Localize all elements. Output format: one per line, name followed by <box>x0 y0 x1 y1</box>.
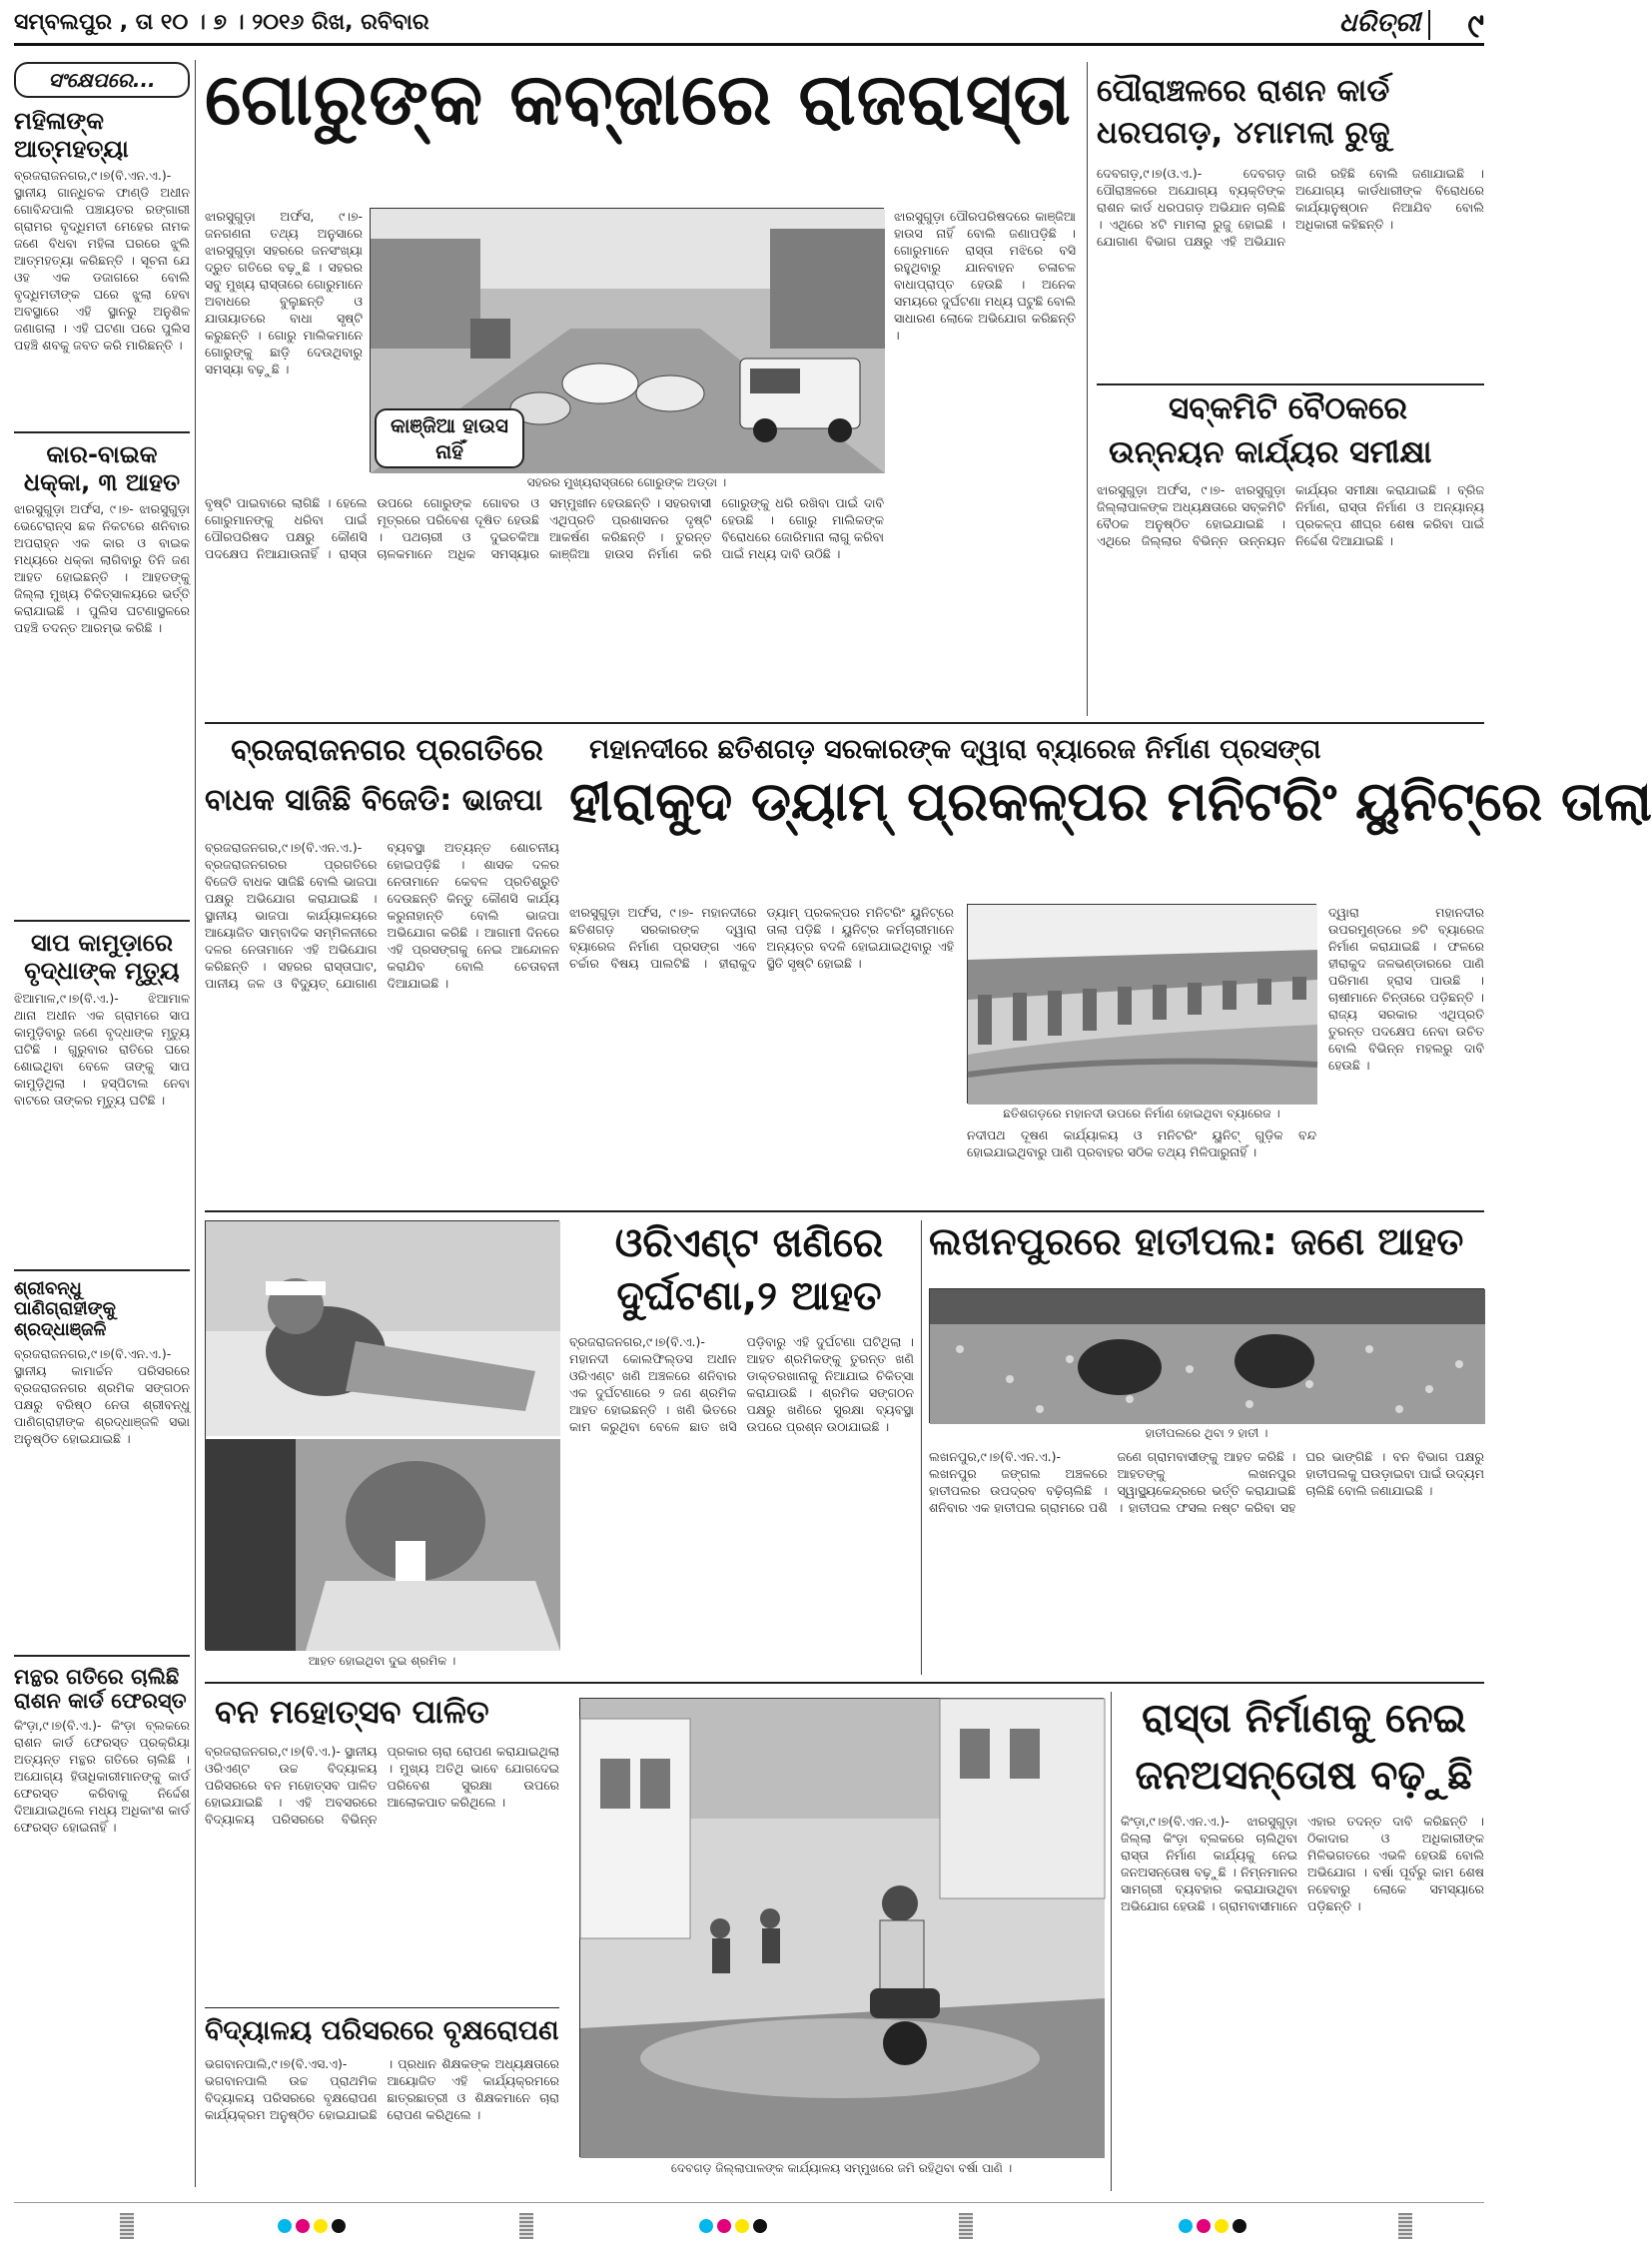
barrage-photo-caption: ଛତିଶଗଡ଼ରେ ମହାନଦୀ ଉପରେ ନିର୍ମାଣ ହୋଇଥିବା ବ୍ୟାରେଜ । <box>1003 1107 1280 1121</box>
brief-title: କାର-ବାଇକ ଧକ୍କା, ୩ ଆହତ <box>23 440 181 496</box>
brief-body: ଝିଆମାଳ,୯।୭(ବି.ଏ.)- ଝିଆମାଳ ଥାନା ଅଧୀନ ଏକ ଗ୍ରାମରେ ସାପ କାମୁଡ଼ିବାରୁ ଜଣେ ବୃଦ୍ଧାଙ୍କ ମୃତ୍ୟୁ ଘଟିଛି । ଗୁରୁବାର ରାତିରେ ଘରେ ଶୋଇଥିବା ବେଳେ ତାଙ୍କୁ ସାପ କାମୁଡ଼ିଥିଲା । ହସ୍ପିଟାଲ ନେବା ବାଟରେ ତାଙ୍କର ମୃତ୍ୟୁ ଘଟିଛି । <box>14 990 190 1108</box>
vidyalaya-body: ଭଗବାନପାଲି,୯।୭(ବି.ଏସ.ଏ)- ଭଗବାନପାଲି ଉଚ୍ଚ ପ୍ରାଥମିକ ବିଦ୍ୟାଳୟ ପରିସରରେ ବୃକ୍ଷରୋପଣ କାର୍ଯ୍ୟକ୍ରମ ଅନୁଷ୍ଠିତ ହୋଇଯାଇଛି । ପ୍ରଧାନ ଶିକ୍ଷକଙ୍କ ଅଧ୍ୟକ୍ଷତାରେ ଆୟୋଜିତ ଏହି କାର୍ଯ୍ୟକ୍ରମରେ ଛାତ୍ରଛାତ୍ରୀ ଓ ଶିକ୍ଷକମାନେ ଚାରା ରୋପଣ କରିଥିଲେ । <box>205 2056 559 2122</box>
lead-right-column: ଝାରସୁଗୁଡ଼ା ପୌରପରିଷଦରେ କାଞ୍ଜିଆ ହାଉସ ନାହିଁ ବୋଲି ଜଣାପଡ଼ିଛି । ଗୋରୁମାନେ ରାସ୍ତା ମଝିରେ ବସି ରହୁଥିବାରୁ ଯାନବାହନ ଚଳାଚଳ ବାଧାପ୍ରାପ୍ତ ହେଉଛି । ଅନେକ ସମୟରେ ଦୁର୍ଘଟଣା ମଧ୍ୟ ଘଟୁଛି ବୋଲି ସାଧାରଣ ଲୋକେ ଅଭିଯୋଗ କରିଛନ୍ତି । <box>894 209 1076 343</box>
brief-title: ସାପ କାମୁଡ଼ାରେ ବୃଦ୍ଧାଙ୍କ ମୃତ୍ୟୁ <box>24 929 180 985</box>
cattle-photo-caption: ସହରର ମୁଖ୍ୟରାସ୍ତାରେ ଗୋରୁଙ୍କ ଅଡ୍ଡା । <box>526 475 727 489</box>
registration-dot <box>1197 2219 1211 2233</box>
registration-dot <box>278 2219 292 2233</box>
sidebar <box>14 62 190 2076</box>
column-divider <box>1087 62 1088 716</box>
rain-water-photo-caption: ଦେବଗଡ଼ ଜିଲ୍ଲାପାଳଙ୍କ କାର୍ଯ୍ୟାଳୟ ସମ୍ମୁଖରେ ଜମି ରହିଥିବା ବର୍ଷା ପାଣି । <box>670 2161 1013 2175</box>
brief-title: ଶ୍ରୀବନ୍ଧୁ ପାଣିଗ୍ରାହୀଙ୍କୁ ଶ୍ରଦ୍ଧାଞ୍ଜଳି <box>14 1277 116 1340</box>
brief-title: ମନ୍ଥର ଗତିରେ ଚାଲିଛି ରାଶନ କାର୍ଡ ଫେରସ୍ତ <box>14 1664 187 1713</box>
mine-headline-1: ଓରିଏଣ୍ଟ ଖଣିରେ <box>614 1220 884 1266</box>
ration-headline-1: ପୌରାଞ୍ଚଳରେ ରାଶନ କାର୍ଡ <box>1097 73 1390 109</box>
section-rule <box>205 1210 1484 1212</box>
registration-dot <box>753 2219 767 2233</box>
bjp-body: ବ୍ରଜରାଜନଗର,୯।୭(ବି.ଏନ.ଏ.)- ବ୍ରଜରାଜନଗରର ପ୍ରଗତିରେ ବିଜେଡି ବାଧକ ସାଜିଛି ବୋଲି ଭାଜପା ପକ୍ଷରୁ ଅଭିଯୋଗ କରାଯାଇଛି । ସ୍ଥାନୀୟ ଭାଜପା କାର୍ଯ୍ୟାଳୟରେ ଆୟୋଜିତ ସାମ୍ବାଦିକ ସମ୍ମିଳନୀରେ ଦଳର ନେତାମାନେ ଏହି ଅଭିଯୋଗ କରିଛନ୍ତି । ସହରର ରାସ୍ତାଘାଟ, ପାନୀୟ ଜଳ ଓ ବିଦ୍ୟୁତ୍ ଯୋଗାଣ ବ୍ୟବସ୍ଥା ଅତ୍ୟନ୍ତ ଶୋଚନୀୟ ହୋଇପଡ଼ିଛି । ଶାସକ ଦଳର ନେତାମାନେ କେବଳ ପ୍ରତିଶ୍ରୁତି ଦେଉଛନ୍ତି କିନ୍ତୁ କୌଣସି କାର୍ଯ୍ୟ କରୁନାହାନ୍ତି ବୋଲି ଭାଜପା ଅଭିଯୋଗ କରିଛି । ଆଗାମୀ ଦିନରେ ଏହି ପ୍ରସଙ୍ଗକୁ ନେଇ ଆନ୍ଦୋଳନ କରାଯିବ ବୋଲି ଚେତାବନୀ ଦିଆଯାଇଛି । <box>205 840 559 991</box>
elephant-photo-caption: ହାତୀପଲରେ ଥିବା ୨ ହାତୀ । <box>1145 1426 1268 1440</box>
elephant-photo <box>929 1288 1484 1423</box>
registration-bar <box>1398 2213 1412 2239</box>
vana-headline: ବନ ମହୋତ୍ସବ ପାଳିତ <box>215 1693 489 1731</box>
newspaper-logo: ଧରିତ୍ରୀ <box>1338 8 1420 38</box>
sidebar-divider <box>195 60 196 2187</box>
registration-dot <box>1215 2219 1229 2233</box>
no-pound-badge: କାଞ୍ଜିଆ ହାଉସ ନାହିଁ <box>375 408 524 468</box>
hirakud-body-under: ନଦୀପଥ ଦୂଷଣ କାର୍ଯ୍ୟାଳୟ ଓ ମନିଟରିଂ ୟୁନିଟ୍ ଗୁଡ଼ିକ ବନ୍ଦ ହୋଇଯାଇଥିବାରୁ ପାଣି ପ୍ରବାହର ସଠିକ ତଥ୍ୟ ମିଳିପାରୁନାହିଁ । <box>967 1127 1316 1159</box>
elephant-headline: ଲଖନପୁରରେ ହାତୀପଲ: ଜଣେ ଆହତ <box>929 1219 1464 1263</box>
brief-body: ଝାରସୁଗୁଡ଼ା ଅର୍ଫସ, ୯।୭- ଝାରସୁଗୁଡ଼ା ଭେଟେରାନ୍ସ ଛକ ନିକଟରେ ଶନିବାର ଅପରାହ୍ନ ଏକ କାର ଓ ବାଇକ ମଧ୍ୟରେ ଧକ୍କା ଲାଗିବାରୁ ତିନି ଜଣ ଆହତ ହୋଇଛନ୍ତି । ଆହତଙ୍କୁ ଜିଲ୍ଲା ମୁଖ୍ୟ ଚିକିତ୍ସାଳୟରେ ଭର୍ତ୍ତି କରାଯାଇଛି । ପୁଲିସ ଘଟଣାସ୍ଥଳରେ ପହଞ୍ଚି ତଦନ୍ତ ଆରମ୍ଭ କରିଛି । <box>14 501 190 636</box>
hirakud-body-left: ଝାରସୁଗୁଡ଼ା ଅର୍ଫସ, ୯।୭- ମହାନଦୀରେ ଛତିଶଗଡ଼ ସରକାରଙ୍କ ଦ୍ୱାରା ବ୍ୟାରେଜ ନିର୍ମାଣ ପ୍ରସଙ୍ଗ ଏବେ ଚର୍ଚ୍ଚାର ବିଷୟ ପାଲଟିଛି । ହୀରାକୁଦ ଡ୍ୟାମ୍ ପ୍ରକଳ୍ପର ମନିଟରିଂ ୟୁନିଟ୍‌ରେ ତାଲା ପଡ଼ିଛି । ୟୁନିଟ୍‌ର କର୍ମଚାରୀମାନେ ଅନ୍ୟତ୍ର ବଦଳି ହୋଇଯାଇଥିବାରୁ ଏହି ସ୍ଥିତି ସୃଷ୍ଟି ହୋଇଛି । <box>569 905 954 971</box>
barrage-image <box>968 905 1317 1105</box>
rain-water-photo <box>579 1698 1104 2157</box>
column-divider <box>1111 1692 1112 2191</box>
subcommittee-body: ଝାରସୁଗୁଡ଼ା ଅର୍ଫସ, ୯।୭- ଝାରସୁଗୁଡ଼ା ଜିଲ୍ଲାପାଳଙ୍କ ଅଧ୍ୟକ୍ଷତାରେ ସବ୍‌କମିଟି ବୈଠକ ଅନୁଷ୍ଠିତ ହୋଇଯାଇଛି । ଏଥିରେ ଜିଲ୍ଲାର ବିଭିନ୍ନ ଉନ୍ନୟନ କାର୍ଯ୍ୟର ସମୀକ୍ଷା କରାଯାଇଛି । ବ୍ରିଜ ନିର୍ମାଣ, ରାସ୍ତା ନିର୍ମାଣ ଓ ଅନ୍ୟାନ୍ୟ ପ୍ରକଳ୍ପ ଶୀଘ୍ର ଶେଷ କରିବା ପାଇଁ ନିର୍ଦ୍ଦେଶ ଦିଆଯାଇଛି । <box>1097 482 1484 548</box>
brief-title: ମହିଳାଙ୍କ ଆତ୍ମହତ୍ୟା <box>14 107 129 163</box>
brief-tribute <box>14 1269 190 1645</box>
registration-bar <box>519 2213 533 2239</box>
registration-dot <box>1233 2219 1246 2233</box>
road-headline-2: ଜନଅସନ୍ତୋଷ ବଢ଼ୁଛି <box>1135 1753 1473 1799</box>
brief-snakebite <box>14 920 190 1258</box>
barrage-photo <box>967 904 1316 1104</box>
registration-dot <box>332 2219 346 2233</box>
hirakud-kicker: ମହାନଦୀରେ ଛତିଶଗଡ଼ ସରକାରଙ୍କ ଦ୍ୱାରା ବ୍ୟାରେଜ ନିର୍ମାଣ ପ୍ରସଙ୍ଗ <box>589 734 1321 765</box>
lead-headline: ଗୋରୁଙ୍କ କବ୍‌ଜାରେ ରାଜରାସ୍ତା <box>205 57 1072 141</box>
brief-body: ବ୍ରଜରାଜନଗର,୯।୭(ବି.ଏନ.ଏ.)- ସ୍ଥାନୀୟ କାମାର୍ଚ୍ଚନ ପରିସରରେ ବ୍ରଜରାଜନଗର ଶ୍ରମିକ ସଙ୍ଗଠନ ପକ୍ଷରୁ ବରିଷ୍ଠ ନେତା ଶ୍ରୀବନ୍ଧୁ ପାଣିଗ୍ରାହୀଙ୍କ ଶ୍ରଦ୍ଧାଞ୍ଜଳି ସଭା ଅନୁଷ୍ଠିତ ହୋଇଯାଇଛି । <box>14 1345 190 1446</box>
registration-bar <box>959 2213 973 2239</box>
elephant-field-image <box>930 1289 1485 1424</box>
section-rule <box>205 1682 1484 1684</box>
registration-bar <box>120 2213 134 2239</box>
masthead-divider <box>1428 10 1430 40</box>
rain-water-image <box>580 1699 1105 2158</box>
masthead <box>14 6 1484 46</box>
subcommittee-headline-1: ସବ୍‌କମିଟି ବୈଠକରେ <box>1169 390 1408 426</box>
vana-body: ବ୍ରଜରାଜନଗର,୯।୭(ବି.ଏ.)- ସ୍ଥାନୀୟ ଓରିଏଣ୍ଟ ଉଚ୍ଚ ବିଦ୍ୟାଳୟ ପରିସରରେ ବନ ମହୋତ୍ସବ ପାଳିତ ହୋଇଯାଇଛି । ଏହି ଅବସରରେ ବିଦ୍ୟାଳୟ ପରିସରରେ ବିଭିନ୍ନ ପ୍ରକାର ଚାରା ରୋପଣ କରାଯାଇଥିଲା । ମୁଖ୍ୟ ଅତିଥି ଭାବେ ଯୋଗଦେଇ ପରିବେଶ ସୁରକ୍ଷା ଉପରେ ଆଲୋକପାତ କରିଥିଲେ । <box>205 1744 559 1827</box>
registration-dot <box>1179 2219 1193 2233</box>
brief-suicide <box>14 108 190 421</box>
mine-headline-2: ଦୁର୍ଘଟଣା,୨ ଆହତ <box>616 1273 882 1319</box>
cattle-photo <box>370 208 884 472</box>
vidyalaya-headline: ବିଦ୍ୟାଳୟ ପରିସରରେ ବୃକ୍ଷରୋପଣ <box>205 2015 559 2046</box>
injured-workers-photo <box>205 1220 559 1650</box>
registration-dot <box>296 2219 310 2233</box>
subcommittee-headline-2: ଉନ୍ନୟନ କାର୍ଯ୍ୟର ସମୀକ୍ଷା <box>1109 434 1432 470</box>
injured-photo-caption: ଆହତ ହୋଇଥିବା ଦୁଇ ଶ୍ରମିକ । <box>308 1654 456 1668</box>
brief-ration-return <box>14 1655 190 2076</box>
ration-body: ଦେବଗଡ଼,୯।୭(ଓ.ଏ.)- ଦେବଗଡ଼ ପୌରାଞ୍ଚଳରେ ଅଯୋଗ୍ୟ ବ୍ୟକ୍ତିଙ୍କ ରାଶନ କାର୍ଡ ଧରପଗଡ଼ ଅଭିଯାନ ଚାଲିଛି । ଏଥିରେ ୪ଟି ମାମଲା ରୁଜୁ ହୋଇଛି । ଯୋଗାଣ ବିଭାଗ ପକ୍ଷରୁ ଏହି ଅଭିଯାନ ଜାରି ରହିଛି ବୋଲି ଜଣାଯାଇଛି । ଅଯୋଗ୍ୟ କାର୍ଡଧାରୀଙ୍କ ବିରୋଧରେ କାର୍ଯ୍ୟାନୁଷ୍ଠାନ ନିଆଯିବ ବୋଲି ଅଧିକାରୀ କହିଛନ୍ତି । <box>1097 166 1484 249</box>
hirakud-body-right: ଦ୍ୱାରା ମହାନଦୀର ଉପରମୁଣ୍ଡରେ ୭ଟି ବ୍ୟାରେଜ ନିର୍ମାଣ କରାଯାଇଛି । ଫଳରେ ହୀରାକୁଦ ଜଳଭଣ୍ଡାରରେ ପାଣି ପରିମାଣ ହ୍ରାସ ପାଉଛି । ଚାଷୀମାନେ ଚିନ୍ତାରେ ପଡ଼ିଛନ୍ତି । ରାଜ୍ୟ ସରକାର ଏଥିପ୍ରତି ତୁରନ୍ତ ପଦକ୍ଷେପ ନେବା ଉଚିତ ବୋଲି ବିଭିନ୍ନ ମହଲରୁ ଦାବି ହେଉଛି । <box>1328 905 1484 1073</box>
hirakud-headline: ହୀରାକୁଦ ଡ୍ୟାମ୍ ପ୍ରକଳ୍ପର ମନିଟରିଂ ୟୁନିଟ୍‌ରେ ତାଲା <box>569 770 1652 833</box>
registration-dot <box>735 2219 749 2233</box>
registration-dot <box>699 2219 713 2233</box>
sidebar-label: ସଂକ୍ଷେପରେ... <box>14 62 190 98</box>
section-rule <box>1097 383 1484 385</box>
dateline: ସମ୍ବଲପୁର , ତା ୧୦ । ୭ । ୨୦୧୬ ରିଖ, ରବିବାର <box>14 10 429 35</box>
page-number: ୯ <box>1467 6 1484 46</box>
section-rule <box>205 2007 559 2008</box>
brief-body: ବ୍ରଜରାଜନଗର,୯।୭(ବି.ଏନ.ଏ.)- ସ୍ଥାନୀୟ ଗାନ୍ଧିଚକ ଫାଣ୍ଡି ଅଧୀନ ଗୋବିନ୍ଦପାଲି ପଞ୍ଚାୟତର ରଙ୍ଗାରୀ ଗ୍ରାମର ବୃଦ୍ଧିମତୀ ମେହେର ନାମକ ଜଣେ ବିଧବା ମହିଳା ଘରରେ ଝୁଲି ଆତ୍ମହତ୍ୟା କରିଛନ୍ତି । ସୂଚନା ଯେ ଓହ ଏକ ଡଜାଗରେ ବୋଲି ବୃଦ୍ଧିମତୀଙ୍କ ଘରେ ଝୁଲା ହେବା ଅବସ୍ଥାରେ ଏହି ସ୍ଥାନରୁ ଅନୁଶିଳ ଜଣାଗଲା । ଏହି ଘଟଣା ପରେ ପୁଲିସ ପହଞ୍ଚି ଶବକୁ ଜବତ କରି ମାରିଛନ୍ତି । <box>14 168 190 354</box>
section-rule <box>205 722 1484 724</box>
ration-headline-2: ଧରପଗଡ଼, ୪ମାମଲା ରୁଜୁ <box>1097 115 1390 151</box>
road-body: କିଂଡ଼ା,୯।୭(ବି.ଏନ.ଏ.)- ଝାରସୁଗୁଡ଼ା ଜିଲ୍ଲା କିଂଡ଼ା ବ୍ଲକରେ ଚାଲିଥିବା ରାସ୍ତା ନିର୍ମାଣ କାର୍ଯ୍ୟକୁ ନେଇ ଜନଅସନ୍ତୋଷ ବଢ଼ୁଛି । ନିମ୍ନମାନର ସାମଗ୍ରୀ ବ୍ୟବହାର କରାଯାଉଥିବା ଅଭିଯୋଗ ହେଉଛି । ଗ୍ରାମବାସୀମାନେ ଏହାର ତଦନ୍ତ ଦାବି କରିଛନ୍ତି । ଠିକାଦାର ଓ ଅଧିକାରୀଙ୍କ ମିଳିଭଗତରେ ଏଭଳି ହେଉଛି ବୋଲି ଅଭିଯୋଗ । ବର୍ଷା ପୂର୍ବରୁ କାମ ଶେଷ ନହେବାରୁ ଲୋକେ ସମସ୍ୟାରେ ପଡ଼ିଛନ୍ତି । <box>1121 1814 1484 1913</box>
injured-workers-image <box>206 1221 560 1651</box>
elephant-body: ଲଖନପୁର,୯।୭(ବି.ଏନ.ଏ.)- ଲଖନପୁର ଜଙ୍ଗଲ ଅଞ୍ଚଳରେ ହାତୀପଲର ଉପଦ୍ରବ ବଢ଼ିଚାଲିଛି । ଶନିବାର ଏକ ହାତୀପଲ ଗ୍ରାମରେ ପଶି ଜଣେ ଗ୍ରାମବାସୀଙ୍କୁ ଆହତ କରିଛି । ଆହତଙ୍କୁ ଲଖନପୁର ସ୍ୱାସ୍ଥ୍ୟକେନ୍ଦ୍ରରେ ଭର୍ତ୍ତି କରାଯାଇଛି । ହାତୀପଲ ଫସଲ ନଷ୍ଟ କରିବା ସହ ଘର ଭାଙ୍ଗିଛି । ବନ ବିଭାଗ ପକ୍ଷରୁ ହାତୀପଲକୁ ଘଉଡ଼ାଇବା ପାଇଁ ଉଦ୍ୟମ ଚାଲିଛି ବୋଲି ଜଣାଯାଇଛି । <box>929 1449 1484 1515</box>
bjp-headline-2: ବାଧକ ସାଜିଛି ବିଜେଡି: ଭାଜପା <box>205 783 543 818</box>
brief-body: କିଂଡ଼ା,୯।୭(ବି.ଏ.)- କିଂଡ଼ା ବ୍ଲକରେ ରାଶନ କାର୍ଡ ଫେରସ୍ତ ପ୍ରକ୍ରିୟା ଅତ୍ୟନ୍ତ ମନ୍ଥର ଗତିରେ ଚାଲିଛି । ଅଯୋଗ୍ୟ ହିତାଧିକାରୀମାନଙ୍କୁ କାର୍ଡ ଫେରସ୍ତ କରିବାକୁ ନିର୍ଦ୍ଦେଶ ଦିଆଯାଇଥିଲେ ମଧ୍ୟ ଅଧିକାଂଶ କାର୍ଡ ଫେରସ୍ତ ହୋଇନାହିଁ । <box>14 1717 190 1835</box>
registration-dot <box>717 2219 731 2233</box>
mine-body: ବ୍ରଜରାଜନଗର,୯।୭(ବି.ଏ.)- ମହାନଦୀ କୋଲଫିଲ୍ଡସ ଅଧୀନ ଓରିଏଣ୍ଟ ଖଣି ଅଞ୍ଚଳରେ ଶନିବାର ଏକ ଦୁର୍ଘଟଣାରେ ୨ ଜଣ ଶ୍ରମିକ ଆହତ ହୋଇଛନ୍ତି । ଖଣି ଭିତରେ କାମ କରୁଥିବା ବେଳେ ଛାତ ଖସି ପଡ଼ିବାରୁ ଏହି ଦୁର୍ଘଟଣା ଘଟିଥିଲା । ଆହତ ଶ୍ରମିକଙ୍କୁ ତୁରନ୍ତ ଖଣି ଡାକ୍ତରଖାନାକୁ ନିଆଯାଇ ଚିକିତ୍ସା କରାଯାଉଛି । ଶ୍ରମିକ ସଙ୍ଗଠନ ପକ୍ଷରୁ ଖଣିରେ ସୁରକ୍ଷା ବ୍ୟବସ୍ଥା ଉପରେ ପ୍ରଶ୍ନ ଉଠାଯାଇଛି । <box>569 1334 914 1434</box>
lead-left-column: ଝାରସୁଗୁଡ଼ା ଅର୍ଫସ, ୯।୭- ଜନଗଣନା ତଥ୍ୟ ଅନୁସାରେ ଝାରସୁଗୁଡ଼ା ସହରରେ ଜନସଂଖ୍ୟା ଦ୍ରୁତ ଗତିରେ ବଢ଼ୁଛି । ସହରର ସବୁ ମୁଖ୍ୟ ରାସ୍ତାରେ ଗୋରୁମାନେ ଅବାଧରେ ବୁଲୁଛନ୍ତି ଓ ଯାତାୟାତରେ ବାଧା ସୃଷ୍ଟି କରୁଛନ୍ତି । ଗୋରୁ ମାଲିକମାନେ ଗୋରୁଙ୍କୁ ଛାଡ଼ି ଦେଉଥିବାରୁ ସମସ୍ୟା ବଢ଼ୁଛି । <box>205 209 363 376</box>
brief-accident <box>14 431 190 910</box>
footer-rule <box>14 2202 1484 2203</box>
column-divider <box>921 1220 922 1675</box>
lead-bottom-columns: ବୃଷ୍ଟି ପାଇବାରେ ଲାଗିଛି । ହେଲେ ଗୋରୁମାନଙ୍କୁ ଧରିବା ପାଇଁ ପୌରପରିଷଦ ପକ୍ଷରୁ କୌଣସି ପଦକ୍ଷେପ ନିଆଯାଉନାହିଁ । ରାସ୍ତା ଉପରେ ଗୋରୁଙ୍କ ଗୋବର ଓ ମୂତ୍ରରେ ପରିବେଶ ଦୂଷିତ ହେଉଛି । ପଥଚାରୀ ଓ ଦୁଇଚକିଆ ଚାଳକମାନେ ଅଧିକ ସମସ୍ୟାର ସମ୍ମୁଖୀନ ହେଉଛନ୍ତି । ସହରବାସୀ ଏଥିପ୍ରତି ପ୍ରଶାସନର ଦୃଷ୍ଟି ଆକର୍ଷଣ କରିଛନ୍ତି । ତୁରନ୍ତ କାଞ୍ଜିଆ ହାଉସ ନିର୍ମାଣ କରି ଗୋରୁଙ୍କୁ ଧରି ରଖିବା ପାଇଁ ଦାବି ହେଉଛି । ଗୋରୁ ମାଲିକଙ୍କ ବିରୋଧରେ ଜୋରିମାନା ଲାଗୁ କରିବା ପାଇଁ ମଧ୍ୟ ଦାବି ଉଠିଛି । <box>205 495 884 561</box>
registration-dot <box>314 2219 328 2233</box>
road-headline-1: ରାସ୍ତା ନିର୍ମାଣକୁ ନେଇ <box>1142 1696 1466 1742</box>
bjp-headline-1: ବ୍ରଜରାଜନଗର ପ୍ରଗତିରେ <box>231 733 543 768</box>
